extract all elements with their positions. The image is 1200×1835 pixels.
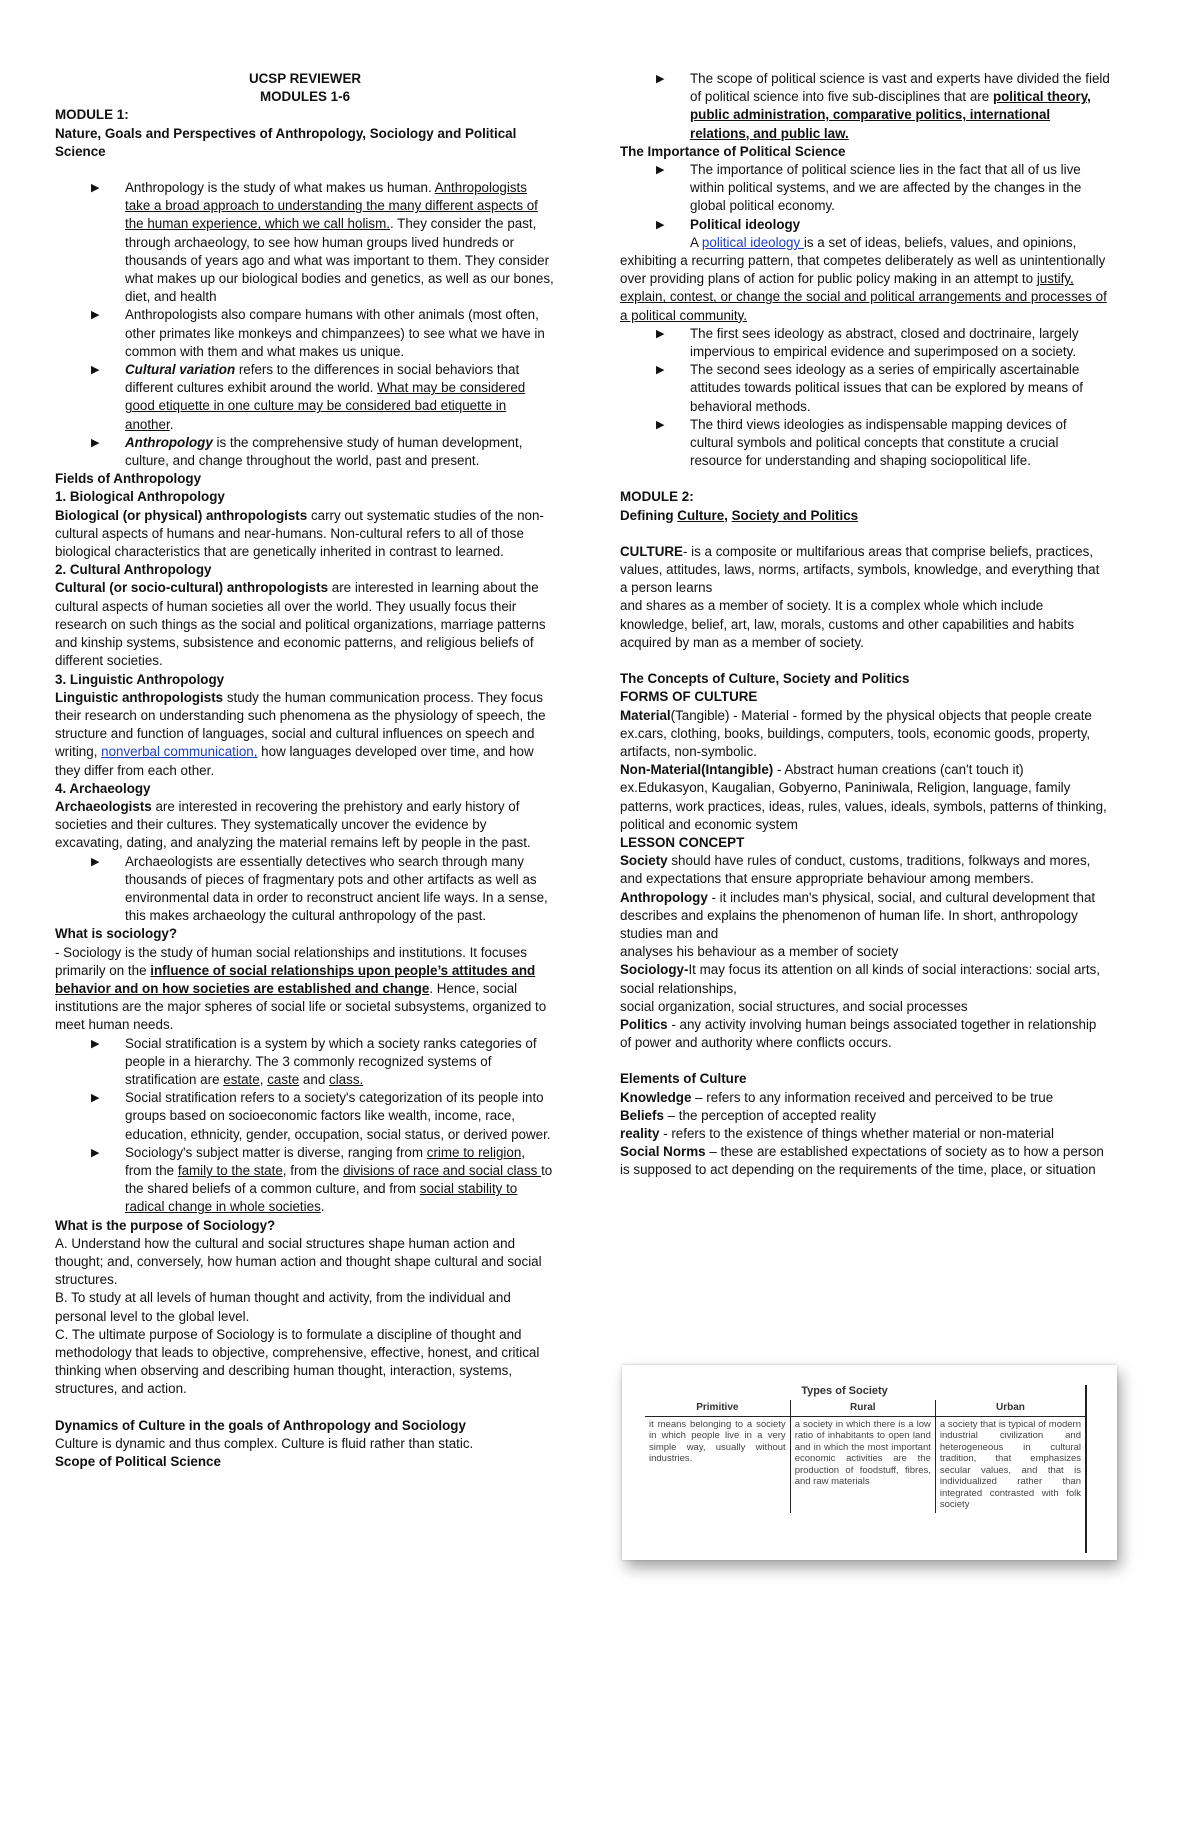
table-row: [645, 1416, 1085, 1513]
right-column: [620, 70, 1110, 1180]
module2-heading: MODULE 2:: [620, 489, 694, 505]
list-item: ▶ The third views ideologies as indispensable mapping devices of cultural symbols and political concepts that constitute a crucial resource for understanding and shaping sociopolitical life.: [690, 416, 1110, 471]
list-item: ▶ The first sees ideology as abstract, closed and doctrinaire, largely impervious to empirical evidence and superimposed on a society.: [690, 325, 1110, 361]
culture-definition-2: and shares as a member of society. It is a complex whole which include knowledge, belief, art, law, morals, customs and other capabilities and habits acquired by man as a member of society.: [620, 598, 1075, 650]
purpose-heading: What is the purpose of Sociology?: [55, 1217, 276, 1233]
types-table: [645, 1400, 1085, 1513]
beliefs-definition: Beliefs – the perception of accepted reality: [620, 1107, 877, 1123]
list-item: ▶ Anthropology is the study of what makes us human. Anthropologists take a broad approach to understanding the many different aspects of the human experience, which we call holism.. They consider the past, through archaeology, to see how human groups lived hundreds or thousands of years ago and what was important to them. They consider what makes up our biological bodies and genetics, as well as our bones, diet, and health: [125, 179, 555, 306]
table-cell-primitive: it means belonging to a society in which people live in a very simple way, usually without industries.: [649, 1418, 786, 1464]
anthropology-definition: Anthropology - it includes man's physical, social, and cultural development that describes and explains the phenomenon of human life. In short, anthropology studies man and: [620, 889, 1096, 941]
table-header-urban: Urban: [935, 1400, 1085, 1416]
sociology-heading: What is sociology?: [55, 926, 178, 942]
scope-bullets: [620, 70, 1110, 143]
list-item: ▶ The scope of political science is vast and experts have divided the field of political science into five sub-disciplines that are political theory, public administration, comparative politics, international relations, and public law.: [690, 70, 1110, 143]
list-item: ▶ The importance of political science lies in the fact that all of us live within political systems, and we are affected by the changes in the global political economy.: [690, 161, 1110, 216]
list-item: ▶ Anthropology is the comprehensive study of human development, culture, and change throughout the world, past and present.: [125, 434, 555, 470]
dynamics-heading: Dynamics of Culture in the goals of Anthropology and Sociology: [55, 1417, 466, 1433]
field1-heading: 1. Biological Anthropology: [55, 489, 225, 505]
types-table-title: Types of Society: [801, 1385, 888, 1397]
anthropology-definition-2: analyses his behaviour as a member of society: [620, 944, 899, 960]
field2-heading: 2. Cultural Anthropology: [55, 562, 212, 578]
ideology-bullets: [620, 325, 1110, 471]
list-item: ▶ Political ideology: [690, 216, 1110, 234]
nonmaterial-definition: Non-Material(Intangible) - Abstract human creations (can't touch it) ex.Edukasyon, Kaugalian, Gobyerno, Paniniwala, Religion, language, family patterns, work practices, ideas, rules, values, ideals, symbols, patterns of thinking, political and economic system: [620, 762, 1107, 832]
importance-bullets: [620, 161, 1110, 234]
sociology-definition-2: social organization, social structures, and social processes: [620, 998, 968, 1014]
list-item: ▶ Archaeologists are essentially detectives who search through many thousands of pieces of fragmentary pots and other artifacts as well as environmental data in order to reconstruct ancient life ways. In a sense, this makes archaeology the cultural anthropology of the past.: [125, 853, 555, 926]
field4-heading: 4. Archaeology: [55, 780, 151, 796]
left-column: [55, 70, 555, 1471]
list-item: ▶ Sociology's subject matter is diverse, ranging from crime to religion, from the family to the state, from the divisions of race and social class to the shared beliefs of a common culture, and from social stability to radical change in whole societies.: [125, 1144, 555, 1217]
document-title: UCSP REVIEWER: [248, 71, 362, 86]
sociology-bullets: [55, 1035, 555, 1217]
table-cell-urban: a society that is typical of modern industrial civilization and heterogeneous in cultural tradition, that emphasizes secular values, and that is individualized rather than integrated contrasted with folk society: [935, 1416, 1085, 1513]
purpose-a: A. Understand how the cultural and social structures shape human action and thought; and, conversely, how human action and thought shape cultural and social structures.: [55, 1235, 542, 1288]
list-item: ▶ Anthropologists also compare humans with other animals (most often, other primates like monkeys and chimpanzees) to see what we have in common with them and what makes us unique.: [125, 306, 555, 361]
table-header-primitive: Primitive: [645, 1400, 790, 1416]
lesson-heading: LESSON CONCEPT: [620, 834, 745, 850]
dynamics-text: Culture is dynamic and thus complex. Culture is fluid rather than static.: [55, 1435, 474, 1451]
social-norms-definition: Social Norms – these are established expectations of society as to how a person is supposed to act depending on the requirements of the time, place, or situation: [620, 1144, 1104, 1178]
concepts-heading: The Concepts of Culture, Society and Politics: [620, 671, 910, 687]
material-definition: Material(Tangible) - Material - formed by the physical objects that people create ex.cars, clothing, books, buildings, computers, tools, economic goods, property, artifacts, non-symbolic.: [620, 707, 1092, 759]
culture-definition: CULTURE- is a composite or multifarious areas that comprise beliefs, practices, values, attitudes, laws, norms, artifacts, symbols, knowledge, and everything that a person learns: [620, 543, 1100, 596]
nonverbal-communication-link[interactable]: nonverbal communication,: [101, 744, 258, 760]
list-item: ▶ Social stratification refers to a society's categorization of its people into groups based on socioeconomic factors like wealth, income, race, education, ethnicity, gender, occupation, social status, or derived power.: [125, 1089, 555, 1144]
reality-definition: reality - refers to the existence of things whether material or non-material: [620, 1125, 1054, 1141]
sociology-text: - Sociology is the study of human social relationships and institutions. It focuses primarily on the influence of social relationships upon people’s attitudes and behavior and on how societies are established and change. Hence, social institutions are the major spheres of social life or societal subsystems, organized to meet human needs.: [55, 944, 547, 1033]
political-ideology-link[interactable]: political ideology: [701, 234, 804, 250]
elements-heading: Elements of Culture: [620, 1071, 747, 1087]
field3-text: Linguistic anthropologists study the human communication process. They focus their research on understanding such phenomena as the physiology of speech, the structure and function of languages, social and cultural influences on speech and writing, nonverbal communication, how languages developed over time, and how they differ from each other.: [55, 689, 546, 778]
table-cell-rural: a society in which there is a low ratio of inhabitants to open land and in which the most important economic activities are the production of foodstuff, fibres, and raw materials: [790, 1416, 935, 1513]
anthropology-bullets: [55, 179, 555, 470]
list-item: ▶ The second sees ideology as a series of empirically ascertainable attitudes towards political issues that can be explored by means of behavioral methods.: [690, 361, 1110, 416]
table-border: [1085, 1385, 1087, 1553]
scope-heading: Scope of Political Science: [55, 1454, 221, 1470]
knowledge-definition: Knowledge – refers to any information received and perceived to be true: [620, 1089, 1054, 1105]
module1-title: Nature, Goals and Perspectives of Anthropology, Sociology and Political Science: [55, 125, 517, 159]
field4-text: Archaeologists are interested in recovering the prehistory and early history of societies and their cultures. They systematically uncover the evidence by excavating, dating, and analyzing the material remains left by people in the past.: [55, 798, 531, 851]
sociology-definition: Sociology-It may focus its attention on all kinds of social interactions: social arts, social relationships,: [620, 962, 1101, 996]
forms-heading: FORMS OF CULTURE: [620, 689, 758, 705]
module1-heading: MODULE 1:: [55, 107, 129, 123]
importance-heading: The Importance of Political Science: [620, 143, 846, 159]
module2-title: Defining Culture, Society and Politics: [620, 507, 859, 523]
society-definition: Society should have rules of conduct, customs, traditions, folkways and mores, and expectations that ensure appropriate behaviour among members.: [620, 853, 1091, 887]
types-of-society-table-image: [622, 1365, 1117, 1560]
field1-text: Biological (or physical) anthropologists carry out systematic studies of the non-cultural aspects of humans and near-humans. Non-cultural refers to all of those biological characteristics that are genetically inherited in contrast to learned.: [55, 507, 544, 560]
ideology-text: A political ideology is a set of ideas, beliefs, values, and opinions, exhibiting a recurring pattern, that competes deliberately as well as unintentionally over providing plans of action for public policy making in an attempt to justify, explain, contest, or change the social and political arrangements and processes of a political community.: [620, 234, 1107, 323]
fields-heading: Fields of Anthropology: [55, 471, 202, 487]
list-item: ▶ Social stratification is a system by which a society ranks categories of people in a hierarchy. The 3 commonly recognized systems of stratification are estate, caste and class.: [125, 1035, 555, 1090]
field3-heading: 3. Linguistic Anthropology: [55, 671, 225, 687]
purpose-b: B. To study at all levels of human thought and activity, from the individual and personal level to the global level.: [55, 1290, 511, 1324]
archaeology-bullets: [55, 853, 555, 926]
document-subtitle: MODULES 1-6: [259, 89, 351, 105]
politics-definition: Politics - any activity involving human beings associated together in relationship of power and authority where conflicts occurs.: [620, 1016, 1097, 1051]
field2-text: Cultural (or socio-cultural) anthropologists are interested in learning about the cultural aspects of human societies all over the world. They usually focus their research on such things as the social and political organizations, marriage patterns and kinship systems, subsistence and economic patterns, and religious beliefs of different societies.: [55, 580, 546, 669]
purpose-c: C. The ultimate purpose of Sociology is to formulate a discipline of thought and methodology that leads to objective, comprehensive, effective, honest, and critical thinking when observing and describing human thought, interaction, systems, structures, and action.: [55, 1326, 540, 1397]
table-header-rural: Rural: [790, 1400, 935, 1416]
list-item: ▶ Cultural variation refers to the differences in social behaviors that different cultures exhibit around the world. What may be considered good etiquette in one culture may be considered bad etiquette in another.: [125, 361, 555, 434]
